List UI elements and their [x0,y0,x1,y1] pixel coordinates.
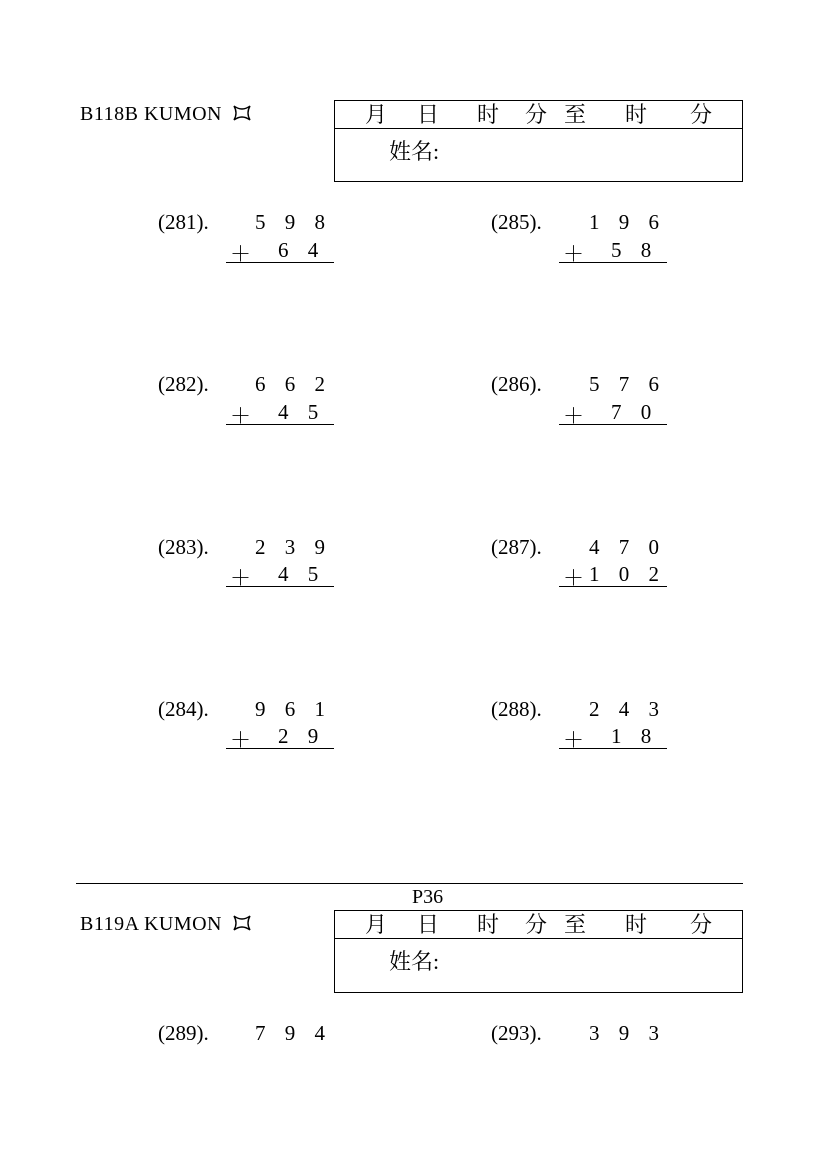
plus-sign: ＋ [230,566,258,590]
header-box [334,910,743,993]
problem-label: (285). [491,210,542,234]
addend-top: 6 6 2 [255,372,332,396]
addend-bottom: 4 5 [278,562,326,586]
plus-sign: ＋ [563,566,591,590]
answer-line [559,748,667,749]
addend-bottom: 7 0 [611,400,659,424]
problem-label: (288). [491,697,542,721]
answer-line [226,586,334,587]
addend-top: 2 4 3 [589,697,666,721]
plus-sign: ＋ [563,242,591,266]
addend-top: 3 9 3 [589,1021,666,1045]
addend-bottom: 1 8 [611,724,659,748]
kumon-logo-icon [232,914,252,932]
hour-label: 时 [477,102,500,127]
day-label: 日 [417,912,440,937]
sheet-code: B118B KUMON [80,103,252,126]
header-box [334,100,743,182]
problem-label: (289). [158,1021,209,1045]
minute-label: 分 [525,912,548,937]
sheet-code: B119A KUMON [80,913,252,936]
problem-label: (281). [158,210,209,234]
addend-bottom: 4 5 [278,400,326,424]
addend-top: 1 9 6 [589,210,666,234]
answer-line [559,262,667,263]
hour-label: 时 [477,912,500,937]
name-row [335,938,742,992]
problem-label: (284). [158,697,209,721]
to-label: 至 [564,912,587,937]
hour-label: 时 [625,102,648,127]
problem-label: (283). [158,535,209,559]
answer-line [226,748,334,749]
hour-label: 时 [625,912,648,937]
plus-sign: ＋ [230,242,258,266]
answer-line [559,424,667,425]
answer-line [226,424,334,425]
answer-line [559,586,667,587]
addend-top: 9 6 1 [255,697,332,721]
plus-sign: ＋ [563,728,591,752]
name-label: 姓名: [389,139,440,164]
addend-top: 5 9 8 [255,210,332,234]
name-row [335,128,742,181]
addend-top: 5 7 6 [589,372,666,396]
problem-label: (287). [491,535,542,559]
month-label: 月 [365,102,388,127]
addend-bottom: 1 0 2 [589,562,666,586]
time-row [335,911,742,939]
problem-label: (293). [491,1021,542,1045]
addend-bottom: 6 4 [278,238,326,262]
problem-label: (286). [491,372,542,396]
problem-label: (282). [158,372,209,396]
minute-label: 分 [690,102,713,127]
plus-sign: ＋ [230,404,258,428]
name-label: 姓名: [389,949,440,974]
addend-bottom: 2 9 [278,724,326,748]
answer-line [226,262,334,263]
addend-bottom: 5 8 [611,238,659,262]
page-divider [76,883,743,884]
page-number: P36 [412,886,444,908]
plus-sign: ＋ [230,728,258,752]
addend-top: 7 9 4 [255,1021,332,1045]
plus-sign: ＋ [563,404,591,428]
day-label: 日 [417,102,440,127]
to-label: 至 [564,102,587,127]
addend-top: 4 7 0 [589,535,666,559]
minute-label: 分 [525,102,548,127]
time-row [335,101,742,129]
addend-top: 2 3 9 [255,535,332,559]
minute-label: 分 [690,912,713,937]
kumon-logo-icon [232,104,252,122]
month-label: 月 [365,912,388,937]
